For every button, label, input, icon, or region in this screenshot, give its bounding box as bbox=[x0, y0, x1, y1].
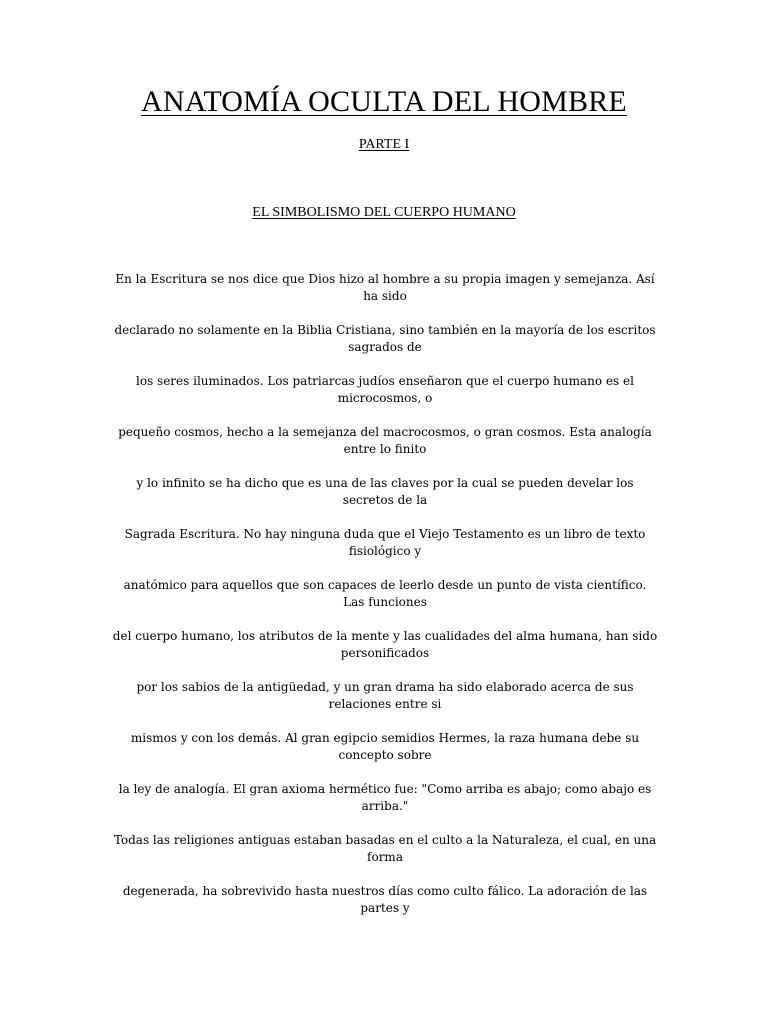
body-text bbox=[112, 271, 658, 934]
paragraph: Sagrada Escritura. No hay ninguna duda que el Viejo Testamento es un libro de texto fisiológico y bbox=[124, 527, 646, 558]
paragraph: del cuerpo humano, los atributos de la mente y las cualidades del alma humana, han sido personificados bbox=[112, 629, 658, 660]
paragraph: y lo infinito se ha dicho que es una de las claves por la cual se pueden develar los secretos de la bbox=[136, 476, 634, 507]
chapter-subtitle: EL SIMBOLISMO DEL CUERPO HUMANO bbox=[252, 205, 516, 220]
paragraph: Todas las religiones antiguas estaban basadas en el culto a la Naturaleza, el cual, en una forma bbox=[113, 833, 657, 864]
paragraph: En la Escritura se nos dice que Dios hizo al hombre a su propia imagen y semejanza. Así ha sido bbox=[115, 272, 655, 303]
paragraph: anatómico para aquellos que son capaces de leerlo desde un punto de vista científico. Las funciones bbox=[123, 578, 647, 609]
paragraph: pequeño cosmos, hecho a la semejanza del macrocosmos, o gran cosmos. Esta analogía entre lo finito bbox=[118, 425, 652, 456]
paragraph: los seres iluminados. Los patriarcas judíos enseñaron que el cuerpo humano es el microcosmos, o bbox=[136, 374, 634, 405]
document-title: ANATOMÍA OCULTA DEL HOMBRE bbox=[141, 85, 627, 118]
paragraph: la ley de analogía. El gran axioma hermético fue: "Como arriba es abajo; como abajo es arriba." bbox=[118, 782, 652, 813]
part-heading bbox=[0, 136, 768, 154]
part-heading-text: PARTE I bbox=[358, 137, 410, 152]
paragraph: mismos y con los demás. Al gran egipcio semidios Hermes, la raza humana debe su concepto sobre bbox=[130, 731, 640, 762]
paragraph: degenerada, ha sobrevivido hasta nuestros días como culto fálico. La adoración de las partes y bbox=[122, 884, 648, 915]
paragraph: declarado no solamente en la Biblia Cristiana, sino también en la mayoría de los escritos sagrados de bbox=[114, 323, 656, 354]
paragraph: por los sabios de la antigüedad, y un gran drama ha sido elaborado acerca de sus relaciones entre si bbox=[136, 680, 634, 711]
